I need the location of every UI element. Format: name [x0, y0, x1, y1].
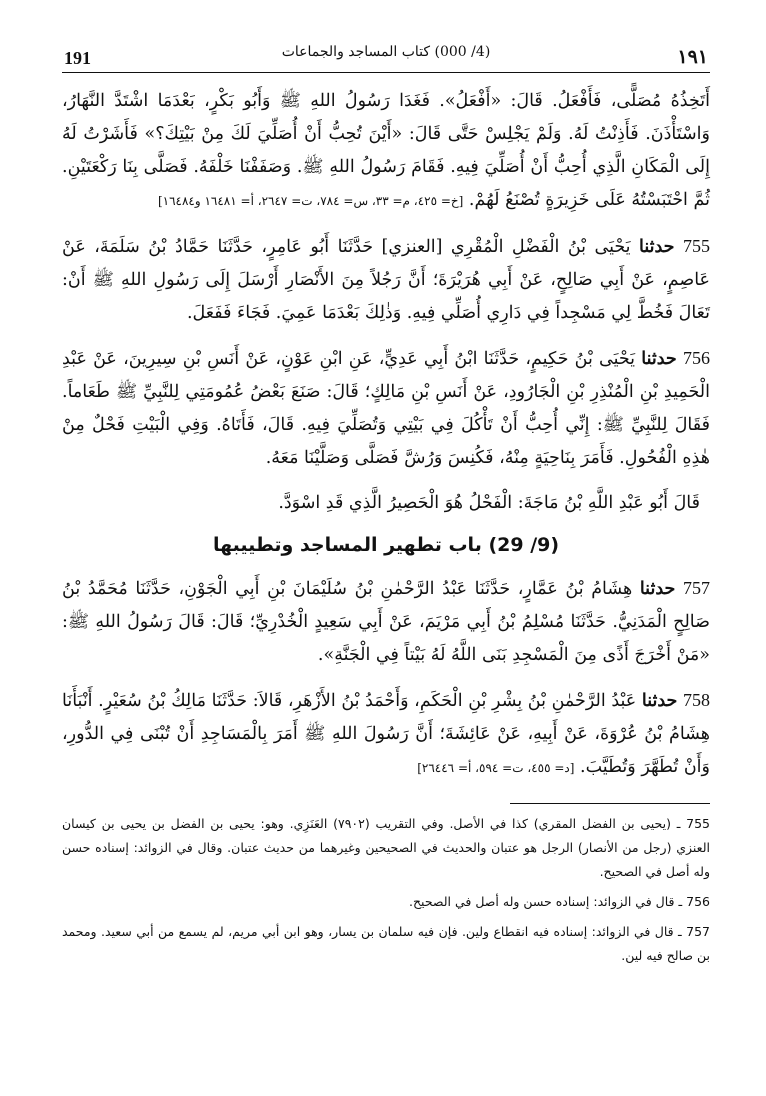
footnote-divider	[510, 803, 710, 804]
hadith-lead: حدثنا	[641, 349, 677, 369]
running-title: (4/ 000) كتاب المساجد والجماعات	[281, 44, 491, 60]
hadith-number: 757	[682, 578, 710, 598]
hadith-text: يَحْيَى بْنُ حَكِيمٍ، حَدَّثَنَا ابْنُ أَبِي عَدِيٍّ، عَنِ ابْنِ عَوْنٍ، عَنْ أَنَسِ بْنِ سِيرِينَ، عَنْ عَبْدِ الْحَمِيدِ بْنِ الْمُنْذِرِ بْنِ الْجَارُودِ، عَنْ أَنَسِ بْنِ مَالِكٍ؛ قَالَ: صَنَعَ بَعْضُ عُمُومَتِي لِلنَّبِيِّ ﷺ طَعَاماً. فَقَالَ لِلنَّبِيِّ ﷺ: إِنِّي أُحِبُّ أَنْ تَأْكُلَ فِي بَيْتِي وَتُصَلِّيَ فِيهِ. قَالَ، فَأَتَاهُ. وَفِي الْبَيْتِ فَحْلٌ مِنْ هٰذِهِ الْفُحُولِ. فَأَمَرَ بِنَاحِيَةٍ مِنْهُ، فَكُنِسَ وَرُشَّ فَصَلَّى وَصَلَّيْنَا مَعَهُ.	[62, 349, 710, 468]
page-header	[62, 40, 710, 73]
page	[62, 40, 710, 974]
intro-paragraph	[62, 85, 710, 218]
hadith-757	[62, 572, 710, 672]
footnotes	[62, 812, 710, 968]
hadith-number: 758	[682, 690, 710, 710]
hadith-lead: حدثنا	[639, 579, 676, 599]
hadith-number: 756	[682, 348, 710, 368]
footnote-757: 757 ـ قال في الزوائد: إسناده فيه انقطاع ولين. فإن فيه سلمان بن يسار، وهو ابن أبي مريم، لم يسمع من أبي سعيد. ومحمد بن صالح فيه لين.	[62, 924, 710, 963]
hadith-number: 755	[682, 236, 710, 256]
hadith-755	[62, 230, 710, 330]
footnote-755: 755 ـ (يحيى بن الفضل المقري) كذا في الأصل. وفي التقريب (٧٩٠٢) العَنَزِي. وهو: يحيى بن الفضل بن يحيى بن كيسان العنزي (رجل من الأنصار) الرجل هو عتبان والحديث في الصحيحين وغيرهما من حديث عتبان. وقال في الزوائد: إسناده حسن وله أصل في الصحيح.	[62, 816, 710, 879]
page-body	[62, 85, 710, 785]
hadith-756	[62, 342, 710, 475]
page-number-latin: 191	[64, 48, 91, 68]
hadith-text: يَحْيَى بْنُ الْفَضْلِ الْمُقْرِي [العنزي] حَدَّثَنَا أَبُو عَامِرٍ، حَدَّثَنَا حَمَّادُ بْنُ سَلَمَةَ، عَنْ عَاصِمٍ، عَنْ أَبِي صَالِحٍ، عَنْ أَبِي هُرَيْرَةَ؛ أَنَّ رَجُلاً مِنَ الأَنْصَارِ أَرْسَلَ إِلَى رَسُولِ اللهِ ﷺ أَنْ: تَعَالَ فَخُطَّ لِي مَسْجِداً فِي دَارِي أُصَلِّي فِيهِ. وَذٰلِكَ بَعْدَمَا عَمِيَ. فَجَاءَ فَفَعَلَ.	[62, 237, 710, 323]
hadith-text: هِشَامُ بْنُ عَمَّارٍ، حَدَّثَنَا عَبْدُ الرَّحْمٰنِ بْنُ سُلَيْمَانَ بْنِ أَبِي الْجَوْنِ، حَدَّثَنَا مُحَمَّدُ بْنُ صَالِحٍ الْمَدَنِيُّ. حَدَّثَنَا مُسْلِمُ بْنُ أَبِي مَرْيَمَ، عَنْ أَبِي سَعِيدٍ الْخُدْرِيِّ؛ قَالَ: قَالَ رَسُولُ اللهِ ﷺ: «مَنْ أَخْرَجَ أَذًى مِنَ الْمَسْجِدِ بَنَى اللَّهُ لَهُ بَيْتاً فِي الْجَنَّةِ».	[62, 579, 710, 665]
hadith-lead: حدثنا	[641, 691, 678, 711]
intro-refs: [خ= ٤٢٥، م= ٣٣، س= ٧٨٤، ت= ٢٦٤٧، أ= ١٦٤٨١ و١٦٤٨٤]	[157, 194, 464, 208]
hadith-lead: حدثنا	[639, 237, 675, 257]
hadith-text: عَبْدُ الرَّحْمٰنِ بْنُ بِشْرِ بْنِ الْحَكَمِ، وَأَحْمَدُ بْنُ الأَزْهَرِ، قَالاَ: حَدَّثَنَا مَالِكُ بْنُ سُعَيْرٍ. أَنْبَأَنَا هِشَامُ بْنُ عُرْوَةَ، عَنْ أَبِيهِ، عَنْ عَائِشَةَ؛ أَنَّ رَسُولَ اللهِ ﷺ أَمَرَ بِالْمَسَاجِدِ أَنْ تُبْنَى فِي الدُّورِ، وَأَنْ تُطَهَّرَ وَتُطَيَّبَ.	[62, 691, 710, 777]
intro-text: أَتَخِذُهُ مُصَلًّى، فَأَفْعَلُ. قَالَ: «أَفْعَلُ». فَغَدَا رَسُولُ اللهِ ﷺ وَأَبُو بَكْرٍ، بَعْدَمَا اشْتَدَّ النَّهَارُ، وَاسْتَأْذَنَ. فَأَذِنْتُ لَهُ. وَلَمْ يَجْلِسْ حَتَّى قَالَ: «أَيْنَ تُحِبُّ أَنْ أُصَلِّيَ لَكَ مِنْ بَيْتِكَ؟» فَأَشَرْتُ لَهُ إِلَى الْمَكَانِ الَّذِي أُحِبُّ أَنْ أُصَلِّيَ فِيهِ. فَقَامَ رَسُولُ اللهِ ﷺ. وَصَفَفْنَا خَلْفَهُ. فَصَلَّى بِنَا رَكْعَتَيْنِ. ثُمَّ احْتَبَسْتُهُ عَلَى خَزِيرَةٍ تُصْنَعُ لَهُمْ.	[62, 91, 710, 210]
hadith-758	[62, 684, 710, 785]
ibn-majah-note: قَالَ أَبُو عَبْدِ اللَّهِ بْنُ مَاجَةَ: الْفَحْلُ هُوَ الْحَصِيرُ الَّذِي قَدِ اسْوَدَّ.	[278, 493, 700, 513]
footnote-756: 756 ـ قال في الزوائد: إسناده حسن وله أصل في الصحيح.	[409, 894, 710, 909]
hadith-refs: [د= ٤٥٥، ت= ٥٩٤، أ= ٢٦٤٤٦]	[417, 761, 575, 775]
page-number-arabic: ١٩١	[677, 46, 708, 68]
chapter-title: (9/ 29) باب تطهير المساجد وتطييبها	[212, 534, 560, 556]
